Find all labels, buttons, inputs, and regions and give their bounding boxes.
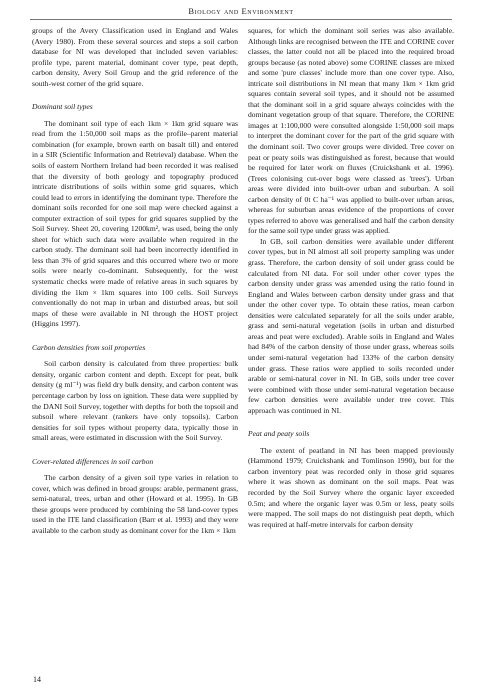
left-column [32,26,238,537]
paragraph: The carbon density of a given soil type varies in relation to cover, which was defined in broad groups: arable, permanent grass, semi-natural, trees, urban and other (Howard et al. 1995). In GB these groups were produced by combining the 58 land-cover types used in the ITE land classification (Barr et al. 1993) and they were available to the carbon study as dominant cover for the 1km × 1km [32,473,238,535]
paragraph: squares, for which the dominant soil series was also available. Although links are recognised between the ITE and CORINE cover classes, the latter could not all be placed into the required broad groups because (as noted above) some CORINE classes are mixed and some 'pure classes' include more than one cover type. Also, intricate soil distributions in NI mean that many 1km × 1km grid squares contain several soil types, and it should not be assumed that the dominant soil in a grid square always coincides with the dominant vegetation group of that square. Therefore, the CORINE images at 1:100,000 were consulted alongside 1:50,000 soil maps to interpret the dominant cover for the part of the grid square with the dominant soil. Two cover groups were divided. Tree cover on peat or peaty soils was distinguished as forest, because that would be required for later work on fluxes (Cruickshank et al. 1996). (Trees colonising cut-over bogs were classed as 'trees'). Urban areas were divided into built-over urban and suburban. A soil carbon density of 0t C ha⁻¹ was applied to built-over urban areas, whereas for suburban areas evidence of the proportions of cover types referred to above was generalised and half the carbon density for the same soil type under grass was applied. [248,26,454,236]
header-rule [30,19,452,20]
paragraph: In GB, soil carbon densities were available under different cover types, but in NI almost all soil property sampling was under grass. Therefore, the carbon density of soil under grass could be calculated from NI data. For soil under other cover types the carbon density under grass was amended using the ratio found in England and Wales between carbon density under grass and that under the other cover type. To obtain these ratios, mean carbon densities were calculated separately for all the soils under arable, grass and semi-natural vegetation (soils in urban and disturbed areas and peat were excluded). Arable soils in England and Wales had 84% of the carbon density of those under grass, whereas soils under semi-natural vegetation had 133% of the carbon density under grass. These ratios were applied to soils recorded under arable or semi-natural cover in NI. In GB, soils under tree cover were combined with those under semi-natural vegetation because few carbon densities were available under tree cover. This approach was continued in NI. [248,236,454,415]
page-number: 14 [33,675,41,684]
paragraph: The extent of peatland in NI has been mapped previously (Hammond 1979; Cruickshank and Tomlinson 1990), but for the carbon inventory peat was recorded only in those grid squares where it was shown as dominant on the soil maps. Peat was recorded by the Soil Survey where the organic layer exceeded 0.5m; and where the organic layer was 0.5m or less, peaty soils were mapped. The soil maps do not distinguish peat depth, which was required at half-metre intervals for carbon density [248,445,454,529]
paragraph: The dominant soil type of each 1km × 1km grid square was read from the 1:50,000 soil maps as the profile–parent material combination (for example, brown earth on basalt till) and entered in a SIR (Scientific Information and Retrieval) database. When the soils of eastern Northern Ireland had been recorded it was realised that the diversity of both geology and topography produced intricate distributions of soils within some grid squares, which could lead to errors in identifying the dominant type. Therefore the dominant soils recorded for one soil map were checked against a computer extraction of soil types for grid squares supplied by the Soil Survey. Sheet 20, covering 1200km², was used, being the only sheet for which such data were available when required in the carbon study. The dominant soil had been incorrectly identified in less than 3% of grid squares and this occurred where two or more soils were nearly co-dominant. Subsequently, for the west systematic checks were made of relative areas in such squares by dividing the 1km × 1km squares into 100 cells. Soil Surveys conventionally do not map in urban and disturbed areas, but soil maps of these were available in NI through the HOST project (Higgins 1997). [32,118,238,329]
paragraph: groups of the Avery Classification used in England and Wales (Avery 1980). From these several sources and steps a soil carbon database for NI was developed that included seven variables: profile type, parent material, dominant cover type, peat depth, carbon density, Avery Soil Group and the grid reference of the south-west corner of the grid square. [32,26,238,88]
section-heading: Carbon densities from soil properties [32,342,146,352]
paragraph: Soil carbon density is calculated from three properties: bulk density, organic carbon content and depth. Except for peat, bulk density (g ml⁻¹) was field dry bulk density, and carbon content was percentage carbon by loss on ignition. These data were supplied by the DANI Soil Survey, together with depths for both the topsoil and subsoil where relevant (rankers have only topsoils). Carbon densities for soil types without property data, typically those in small areas, were estimated in discussion with the Soil Survey. [32,359,238,443]
running-header: Biology and Environment [188,6,294,16]
right-column [248,26,454,530]
section-heading: Peat and peaty soils [248,429,310,439]
section-heading: Cover-related differences in soil carbon [32,456,154,466]
section-heading: Dominant soil types [32,102,93,112]
